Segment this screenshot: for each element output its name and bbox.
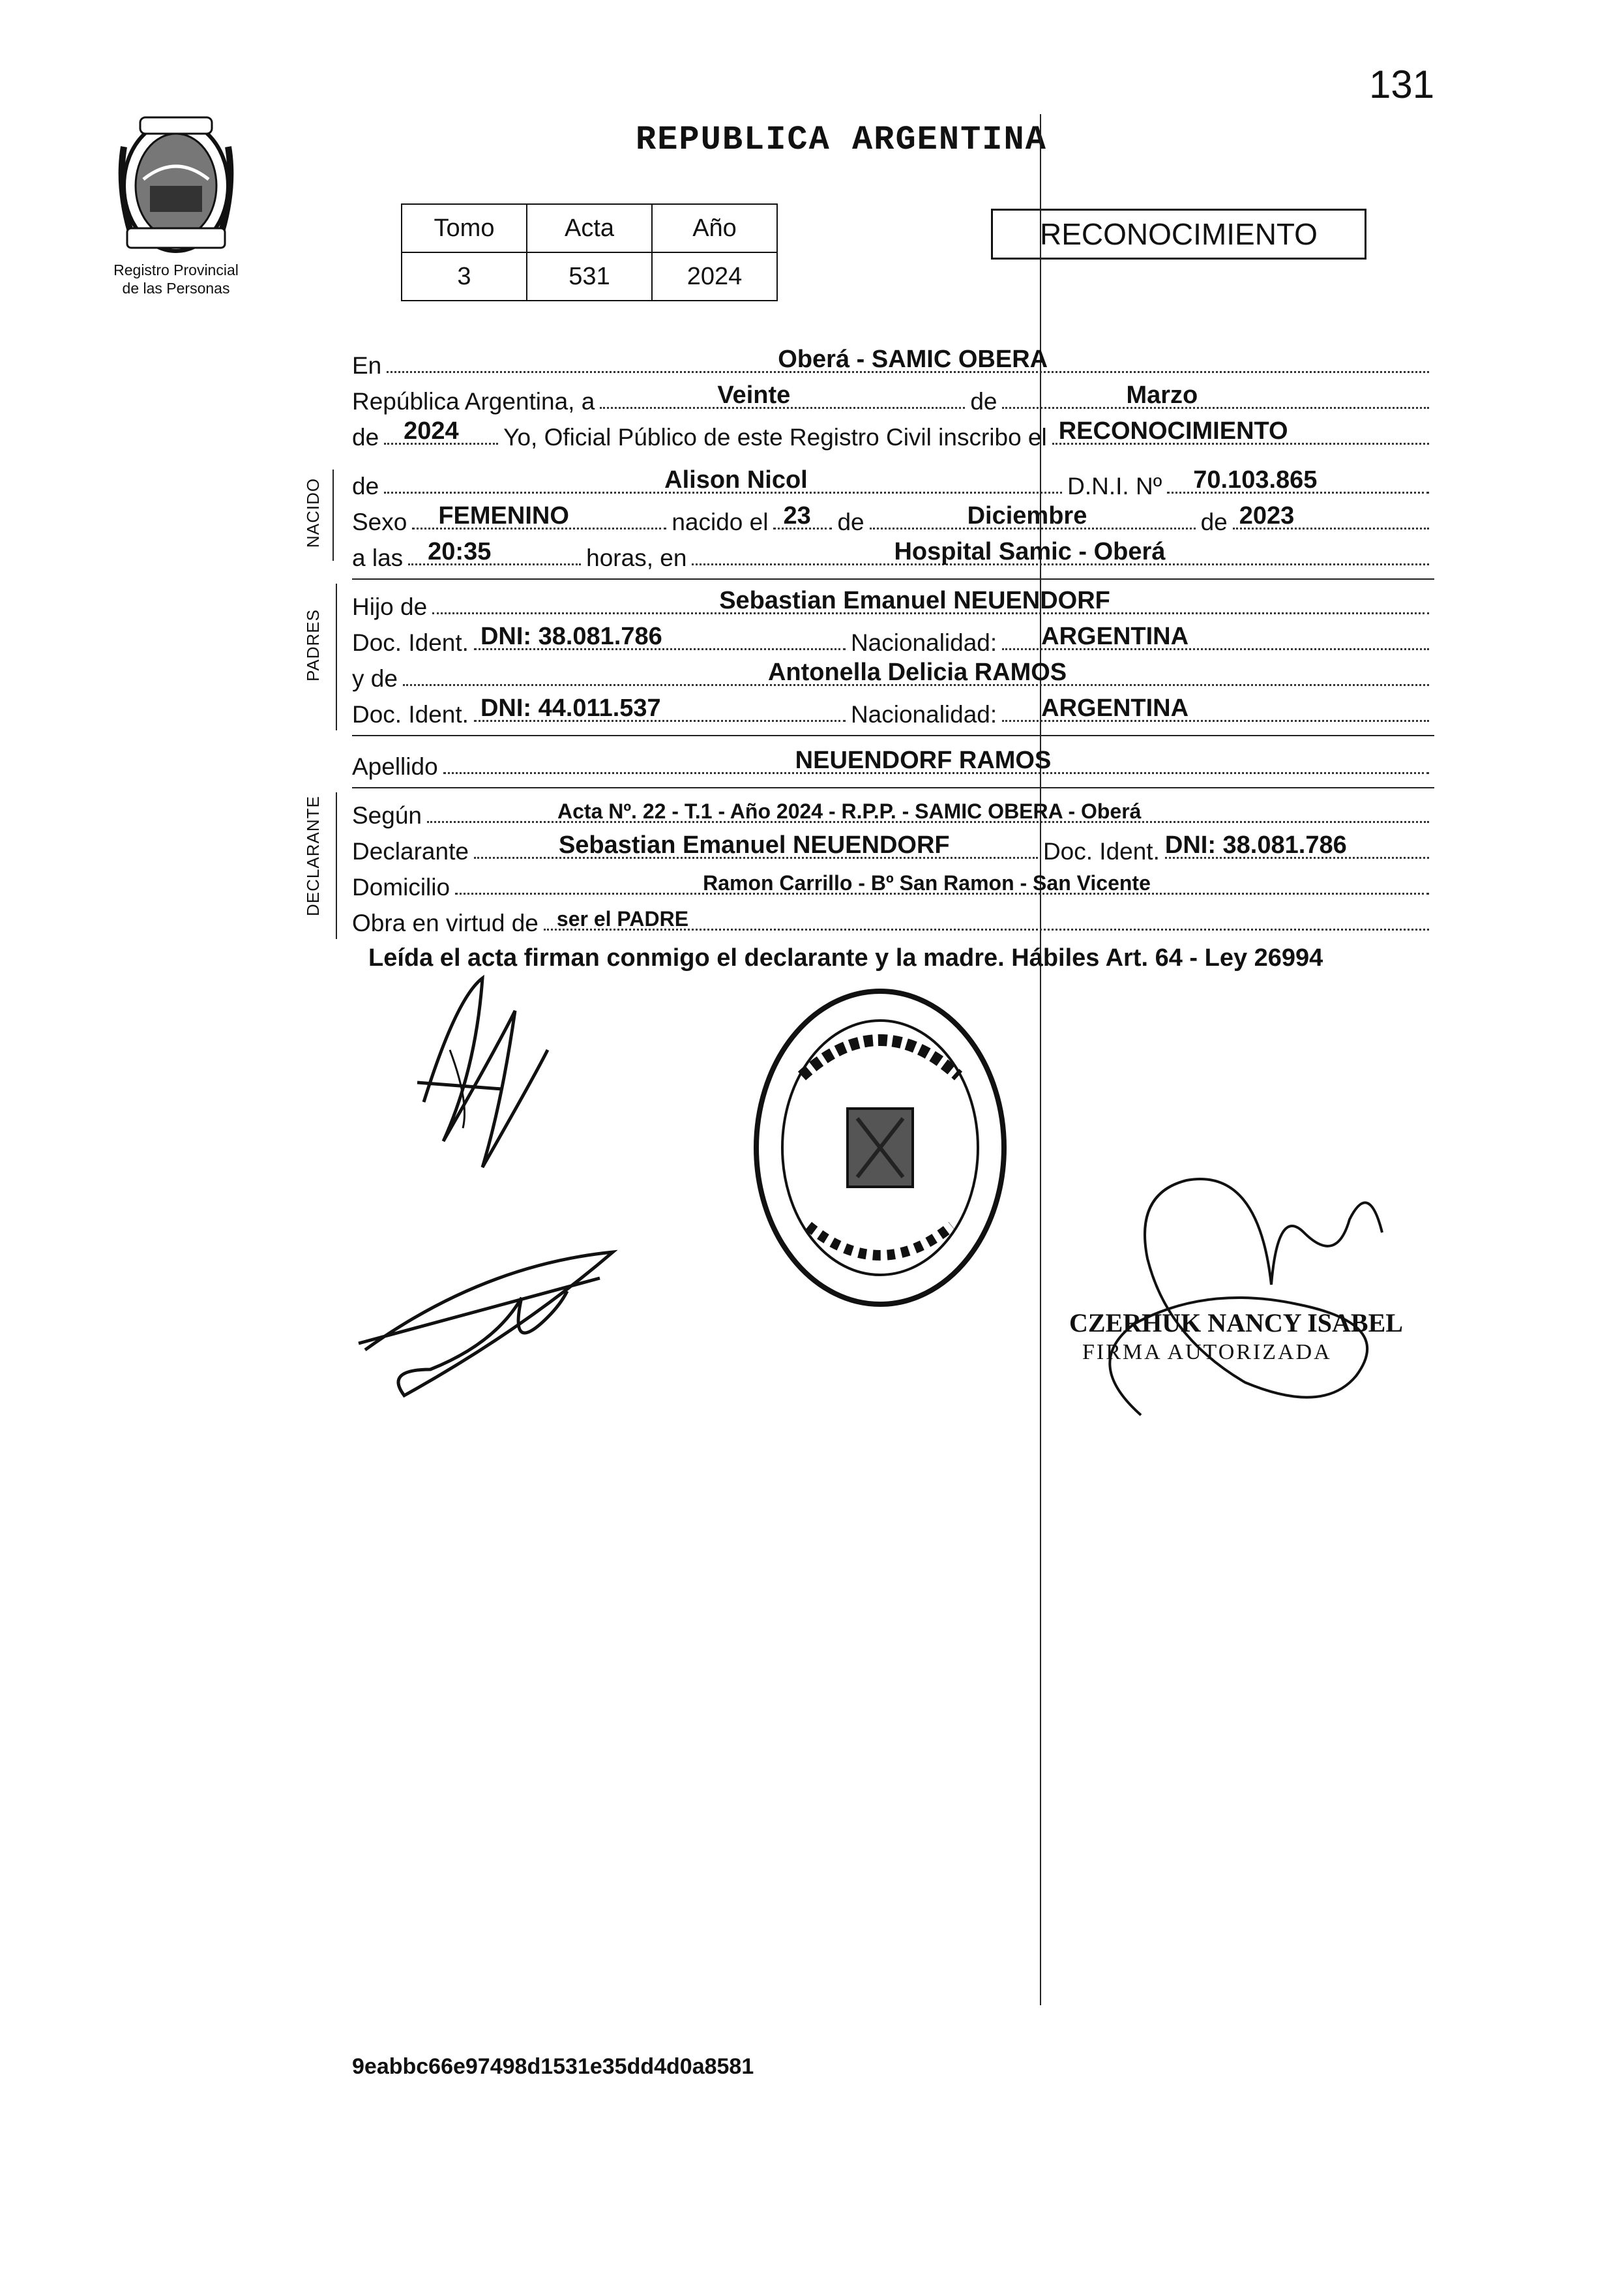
row-madre bbox=[352, 659, 1434, 693]
value-sexo: FEMENINO bbox=[438, 502, 569, 530]
value-madre: Antonella Delicia RAMOS bbox=[767, 659, 1067, 686]
label-nacido-el: nacido el bbox=[672, 509, 769, 535]
row-hijo bbox=[352, 587, 1434, 621]
value-doc-padre: DNI: 38.081.786 bbox=[480, 623, 662, 650]
stamp-name: CZERHUK NANCY ISABEL bbox=[1069, 1308, 1403, 1337]
value-dia: Veinte bbox=[717, 381, 791, 409]
value-padre: Sebastian Emanuel NEUENDORF bbox=[719, 587, 1110, 614]
row-apellido bbox=[352, 747, 1434, 781]
label-sexo: Sexo bbox=[352, 509, 407, 535]
province-emblem-icon bbox=[104, 108, 248, 264]
label-doc-madre: Doc. Ident. bbox=[352, 701, 469, 728]
label-hijo-de: Hijo de bbox=[352, 593, 428, 620]
value-lugar: Hospital Samic - Oberá bbox=[894, 538, 1166, 565]
signature-declarante-icon bbox=[404, 972, 574, 1180]
label-apellido: Apellido bbox=[352, 753, 438, 780]
value-segun: Acta Nº. 22 - T.1 - Año 2024 - R.P.P. - SAMIC OBERA - Oberá bbox=[557, 799, 1142, 823]
row-en bbox=[352, 346, 1434, 380]
value-nacionalidad-padre: ARGENTINA bbox=[1041, 623, 1189, 650]
value-mes: Marzo bbox=[1126, 381, 1198, 409]
signature-oficial-icon bbox=[1076, 1167, 1402, 1441]
value-mes-nacimiento: Diciembre bbox=[967, 502, 1087, 530]
value-obra: ser el PADRE bbox=[556, 907, 689, 931]
document-title: REPUBLICA ARGENTINA bbox=[636, 121, 1047, 159]
acta-table bbox=[401, 203, 778, 301]
label-de-nombre: de bbox=[352, 473, 379, 500]
value-apellido: NEUENDORF RAMOS bbox=[795, 747, 1052, 774]
row-doc-padre bbox=[352, 623, 1434, 657]
text-yo-oficial: Yo, Oficial Público de este Registro Civil inscribo el bbox=[503, 424, 1047, 451]
acta-header-acta: Acta bbox=[527, 204, 652, 252]
value-doc-declarante: DNI: 38.081.786 bbox=[1164, 831, 1347, 859]
value-acto: RECONOCIMIENTO bbox=[1058, 417, 1288, 445]
row-declarante bbox=[352, 831, 1434, 865]
value-dni: 70.103.865 bbox=[1193, 466, 1318, 494]
row-obra bbox=[352, 903, 1434, 937]
registry-line-1: Registro Provincial bbox=[113, 261, 239, 278]
document-hash: 9eabbc66e97498d1531e35dd4d0a8581 bbox=[352, 2054, 754, 2079]
label-y-de: y de bbox=[352, 665, 398, 692]
page-number: 131 bbox=[1369, 63, 1435, 106]
label-doc-padre: Doc. Ident. bbox=[352, 629, 469, 656]
label-de-mes: de bbox=[970, 388, 997, 415]
signature-madre-icon bbox=[352, 1239, 626, 1409]
stamp-role: FIRMA AUTORIZADA bbox=[1082, 1340, 1332, 1364]
value-nombre: Alison Nicol bbox=[664, 466, 808, 494]
value-ano-nacimiento: 2023 bbox=[1239, 502, 1295, 530]
value-en: Oberá - SAMIC OBERA bbox=[778, 346, 1048, 373]
label-nacionalidad-padre: Nacionalidad: bbox=[850, 629, 997, 656]
label-dni: D.N.I. Nº bbox=[1067, 473, 1162, 500]
value-ano: 2024 bbox=[404, 417, 459, 445]
acta-value-ano: 2024 bbox=[652, 252, 777, 301]
document-type-box: RECONOCIMIENTO bbox=[991, 209, 1366, 260]
value-dia-nacimiento: 23 bbox=[783, 502, 811, 530]
value-declarante: Sebastian Emanuel NEUENDORF bbox=[558, 831, 950, 859]
section-label-padres: PADRES bbox=[303, 609, 323, 681]
label-de-mes-nacimiento: de bbox=[837, 509, 864, 535]
closing-statement: Leída el acta firman conmigo el declarante y la madre. Hábiles Art. 64 - Ley 26994 bbox=[368, 944, 1323, 972]
row-domicilio bbox=[352, 867, 1434, 901]
acta-value-tomo: 3 bbox=[402, 252, 527, 301]
acta-value-acta: 531 bbox=[527, 252, 652, 301]
label-de-ano: de bbox=[352, 424, 379, 451]
label-a-las: a las bbox=[352, 545, 404, 571]
label-obra: Obra en virtud de bbox=[352, 910, 539, 936]
acta-header-ano: Año bbox=[652, 204, 777, 252]
registry-name bbox=[85, 261, 267, 297]
label-de-ano-nacimiento: de bbox=[1200, 509, 1228, 535]
label-doc-declarante: Doc. Ident. bbox=[1042, 838, 1160, 865]
row-sexo bbox=[352, 502, 1434, 536]
label-segun: Según bbox=[352, 802, 422, 829]
value-domicilio: Ramon Carrillo - Bº San Ramon - San Vicente bbox=[703, 871, 1151, 895]
label-declarante: Declarante bbox=[352, 838, 469, 865]
value-hora: 20:35 bbox=[428, 538, 492, 565]
acta-header-tomo: Tomo bbox=[402, 204, 527, 252]
label-nacionalidad-madre: Nacionalidad: bbox=[850, 701, 997, 728]
value-doc-madre: DNI: 44.011.537 bbox=[480, 694, 661, 722]
row-yo bbox=[352, 417, 1434, 451]
label-domicilio: Domicilio bbox=[352, 874, 450, 901]
row-doc-madre bbox=[352, 694, 1434, 728]
section-label-nacido: NACIDO bbox=[303, 477, 323, 548]
value-nacionalidad-madre: ARGENTINA bbox=[1041, 694, 1189, 722]
row-republica bbox=[352, 381, 1434, 415]
row-segun bbox=[352, 796, 1434, 829]
row-hora bbox=[352, 538, 1434, 572]
label-en: En bbox=[352, 352, 382, 379]
label-horas-en: horas, en bbox=[586, 545, 687, 571]
section-label-declarante: DECLARANTE bbox=[303, 796, 323, 916]
official-seal-icon bbox=[743, 978, 1017, 1317]
row-nombre bbox=[352, 466, 1434, 500]
registry-line-2: de las Personas bbox=[122, 280, 230, 297]
label-republica: República Argentina, a bbox=[352, 388, 595, 415]
